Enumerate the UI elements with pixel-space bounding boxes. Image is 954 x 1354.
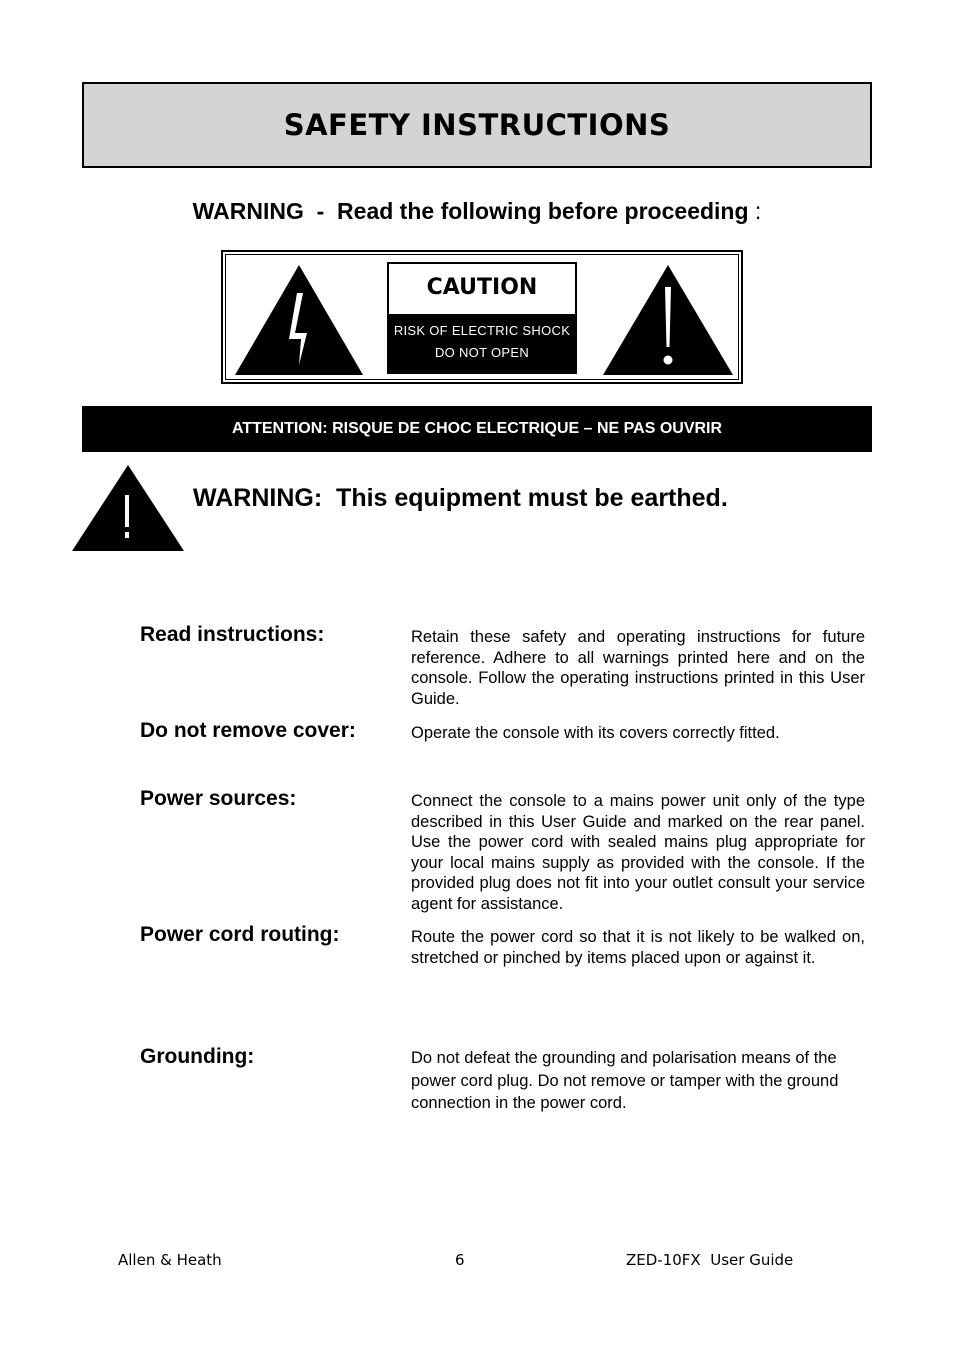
warning-proceed-text: WARNING - Read the following before proceeding — [192, 198, 749, 224]
instruction-label: Power sources: — [140, 787, 297, 810]
instruction-text: Connect the console to a mains power unit only of the type described in this User Guide and marked on the rear panel. Use the power cord with sealed mains plug appropriate for your local mains supply as provided with the console. If the provided plug does not fit into your outlet consult your service agent for assistance. — [411, 792, 865, 913]
lightning-triangle-icon — [233, 263, 365, 377]
warning-proceed — [0, 198, 954, 225]
footer-left: Allen & Heath — [118, 1251, 222, 1269]
warning-proceed-colon: : — [754, 198, 762, 224]
attention-text: ATTENTION: RISQUE DE CHOC ELECTRIQUE – NE PAS OUVRIR — [231, 420, 723, 437]
instruction-text: Retain these safety and operating instructions for future reference. Adhere to all warnings printed here and on the console. Follow the operating instructions printed in this User Guide. — [411, 628, 865, 708]
exclamation-triangle-icon — [72, 465, 184, 551]
instruction-text: Operate the console with its covers correctly fitted. — [411, 724, 780, 742]
instruction-text: Route the power cord so that it is not likely to be walked on, stretched or pinched by items placed upon or against it. — [411, 928, 865, 967]
caution-label-body — [389, 314, 575, 372]
instruction-label: Do not remove cover: — [140, 719, 356, 742]
instruction-text: Do not defeat the grounding and polarisation means of the power cord plug. Do not remove or tamper with the ground connection in the power cord. — [411, 1049, 839, 1112]
caution-heading: CAUTION — [426, 274, 538, 300]
instruction-label: Read instructions: — [140, 623, 325, 646]
instruction-label: Grounding: — [140, 1045, 255, 1068]
caution-line-1: RISK OF ELECTRIC SHOCK — [393, 323, 571, 338]
caution-line-2: DO NOT OPEN — [434, 345, 530, 360]
title-box — [82, 82, 872, 168]
attention-banner — [82, 406, 872, 452]
footer-right: ZED-10FX User Guide — [626, 1251, 794, 1269]
earth-warning-text: WARNING: This equipment must be earthed. — [193, 484, 728, 512]
instruction-label: Power cord routing: — [140, 923, 340, 946]
page-title: SAFETY INSTRUCTIONS — [283, 108, 671, 142]
exclamation-triangle-icon — [601, 263, 735, 377]
caution-label — [387, 262, 577, 374]
page-number: 6 — [455, 1251, 465, 1269]
